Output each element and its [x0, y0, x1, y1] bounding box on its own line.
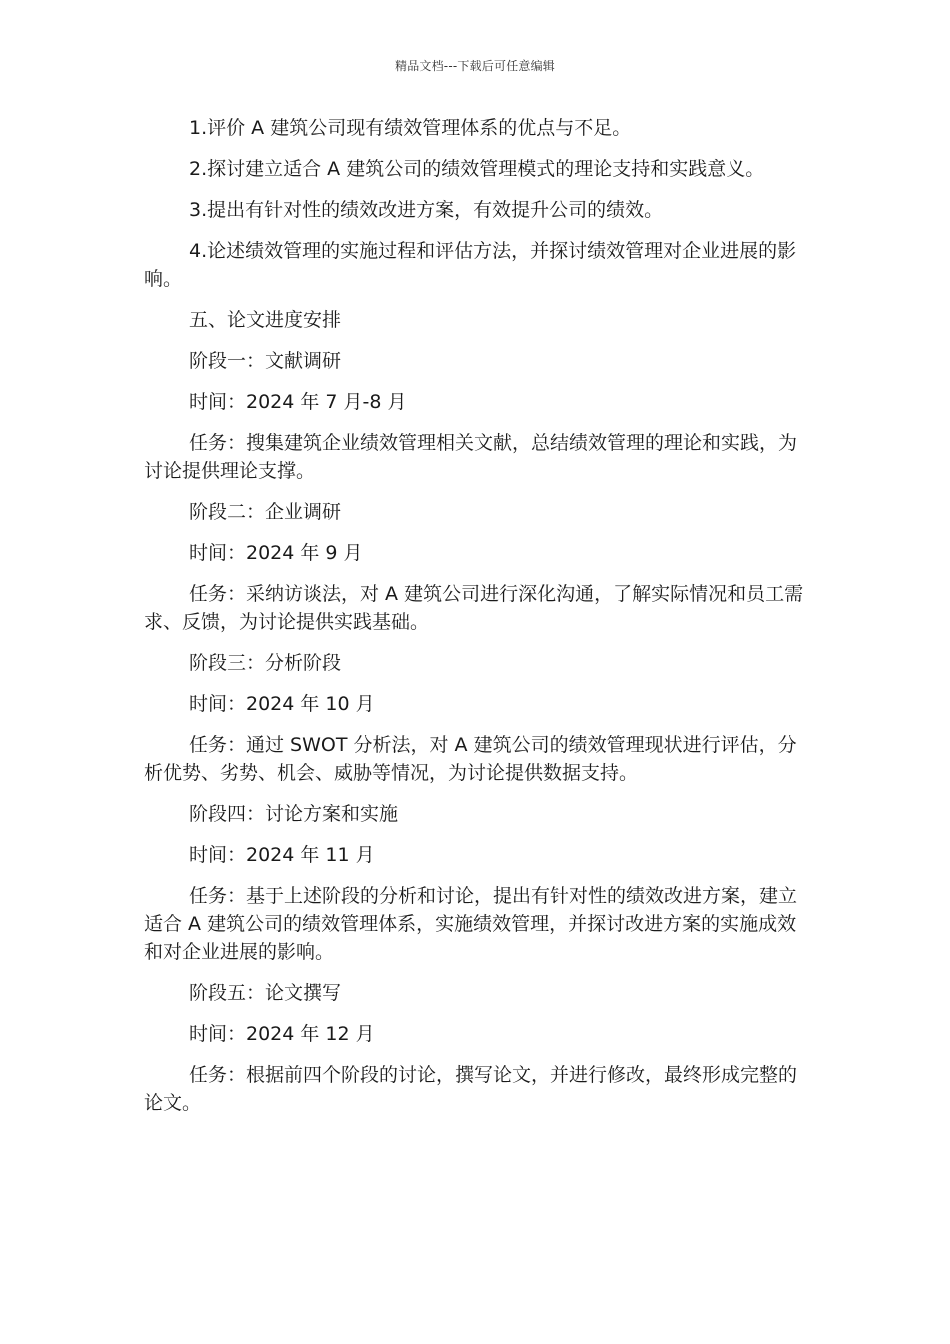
- stage-2-time: 时间：2024 年 9 月: [189, 542, 363, 564]
- stage-4-task: 任务：基于上述阶段的分析和讨论，提出有针对性的绩效改进方案，建立适合 A 建筑公司的绩效管理体系，实施绩效管理，并探讨改进方案的实施成效和对企业进展的影响。: [144, 885, 798, 963]
- stage-1-time: 时间：2024 年 7 月-8 月: [189, 391, 407, 413]
- stage-4-title: 阶段四：讨论方案和实施: [189, 803, 399, 825]
- stage-2-title: 阶段二：企业调研: [189, 501, 342, 523]
- stage-4-time: 时间：2024 年 11 月: [189, 844, 375, 866]
- stage-3-time: 时间：2024 年 10 月: [189, 693, 375, 715]
- objective-1: 1.评价 A 建筑公司现有绩效管理体系的优点与不足。: [189, 117, 632, 139]
- stage-2-task: 任务：采纳访谈法，对 A 建筑公司进行深化沟通，了解实际情况和员工需求、反馈，为讨论提供实践基础。: [144, 583, 804, 633]
- stage-1-task: 任务：搜集建筑企业绩效管理相关文献，总结绩效管理的理论和实践，为讨论提供理论支撑。: [144, 432, 798, 482]
- document-body: [144, 114, 812, 1130]
- objective-2: 2.探讨建立适合 A 建筑公司的绩效管理模式的理论支持和实践意义。: [189, 158, 765, 180]
- stage-5-time: 时间：2024 年 12 月: [189, 1023, 375, 1045]
- stage-5-title: 阶段五：论文撰写: [189, 982, 342, 1004]
- stage-1-title: 阶段一：文献调研: [189, 350, 342, 372]
- page-header: 精品文档---下载后可任意编辑: [395, 59, 555, 73]
- objective-4: 4.论述绩效管理的实施过程和评估方法，并探讨绩效管理对企业进展的影响。: [144, 240, 797, 290]
- objective-3: 3.提出有针对性的绩效改进方案，有效提升公司的绩效。: [189, 199, 664, 221]
- section-heading: 五、论文进度安排: [189, 309, 342, 331]
- stage-3-task: 任务：通过 SWOT 分析法，对 A 建筑公司的绩效管理现状进行评估，分析优势、劣势、机会、威胁等情况，为讨论提供数据支持。: [144, 734, 797, 784]
- stage-3-title: 阶段三：分析阶段: [189, 652, 342, 674]
- stage-5-task: 任务：根据前四个阶段的讨论，撰写论文，并进行修改，最终形成完整的论文。: [144, 1064, 798, 1114]
